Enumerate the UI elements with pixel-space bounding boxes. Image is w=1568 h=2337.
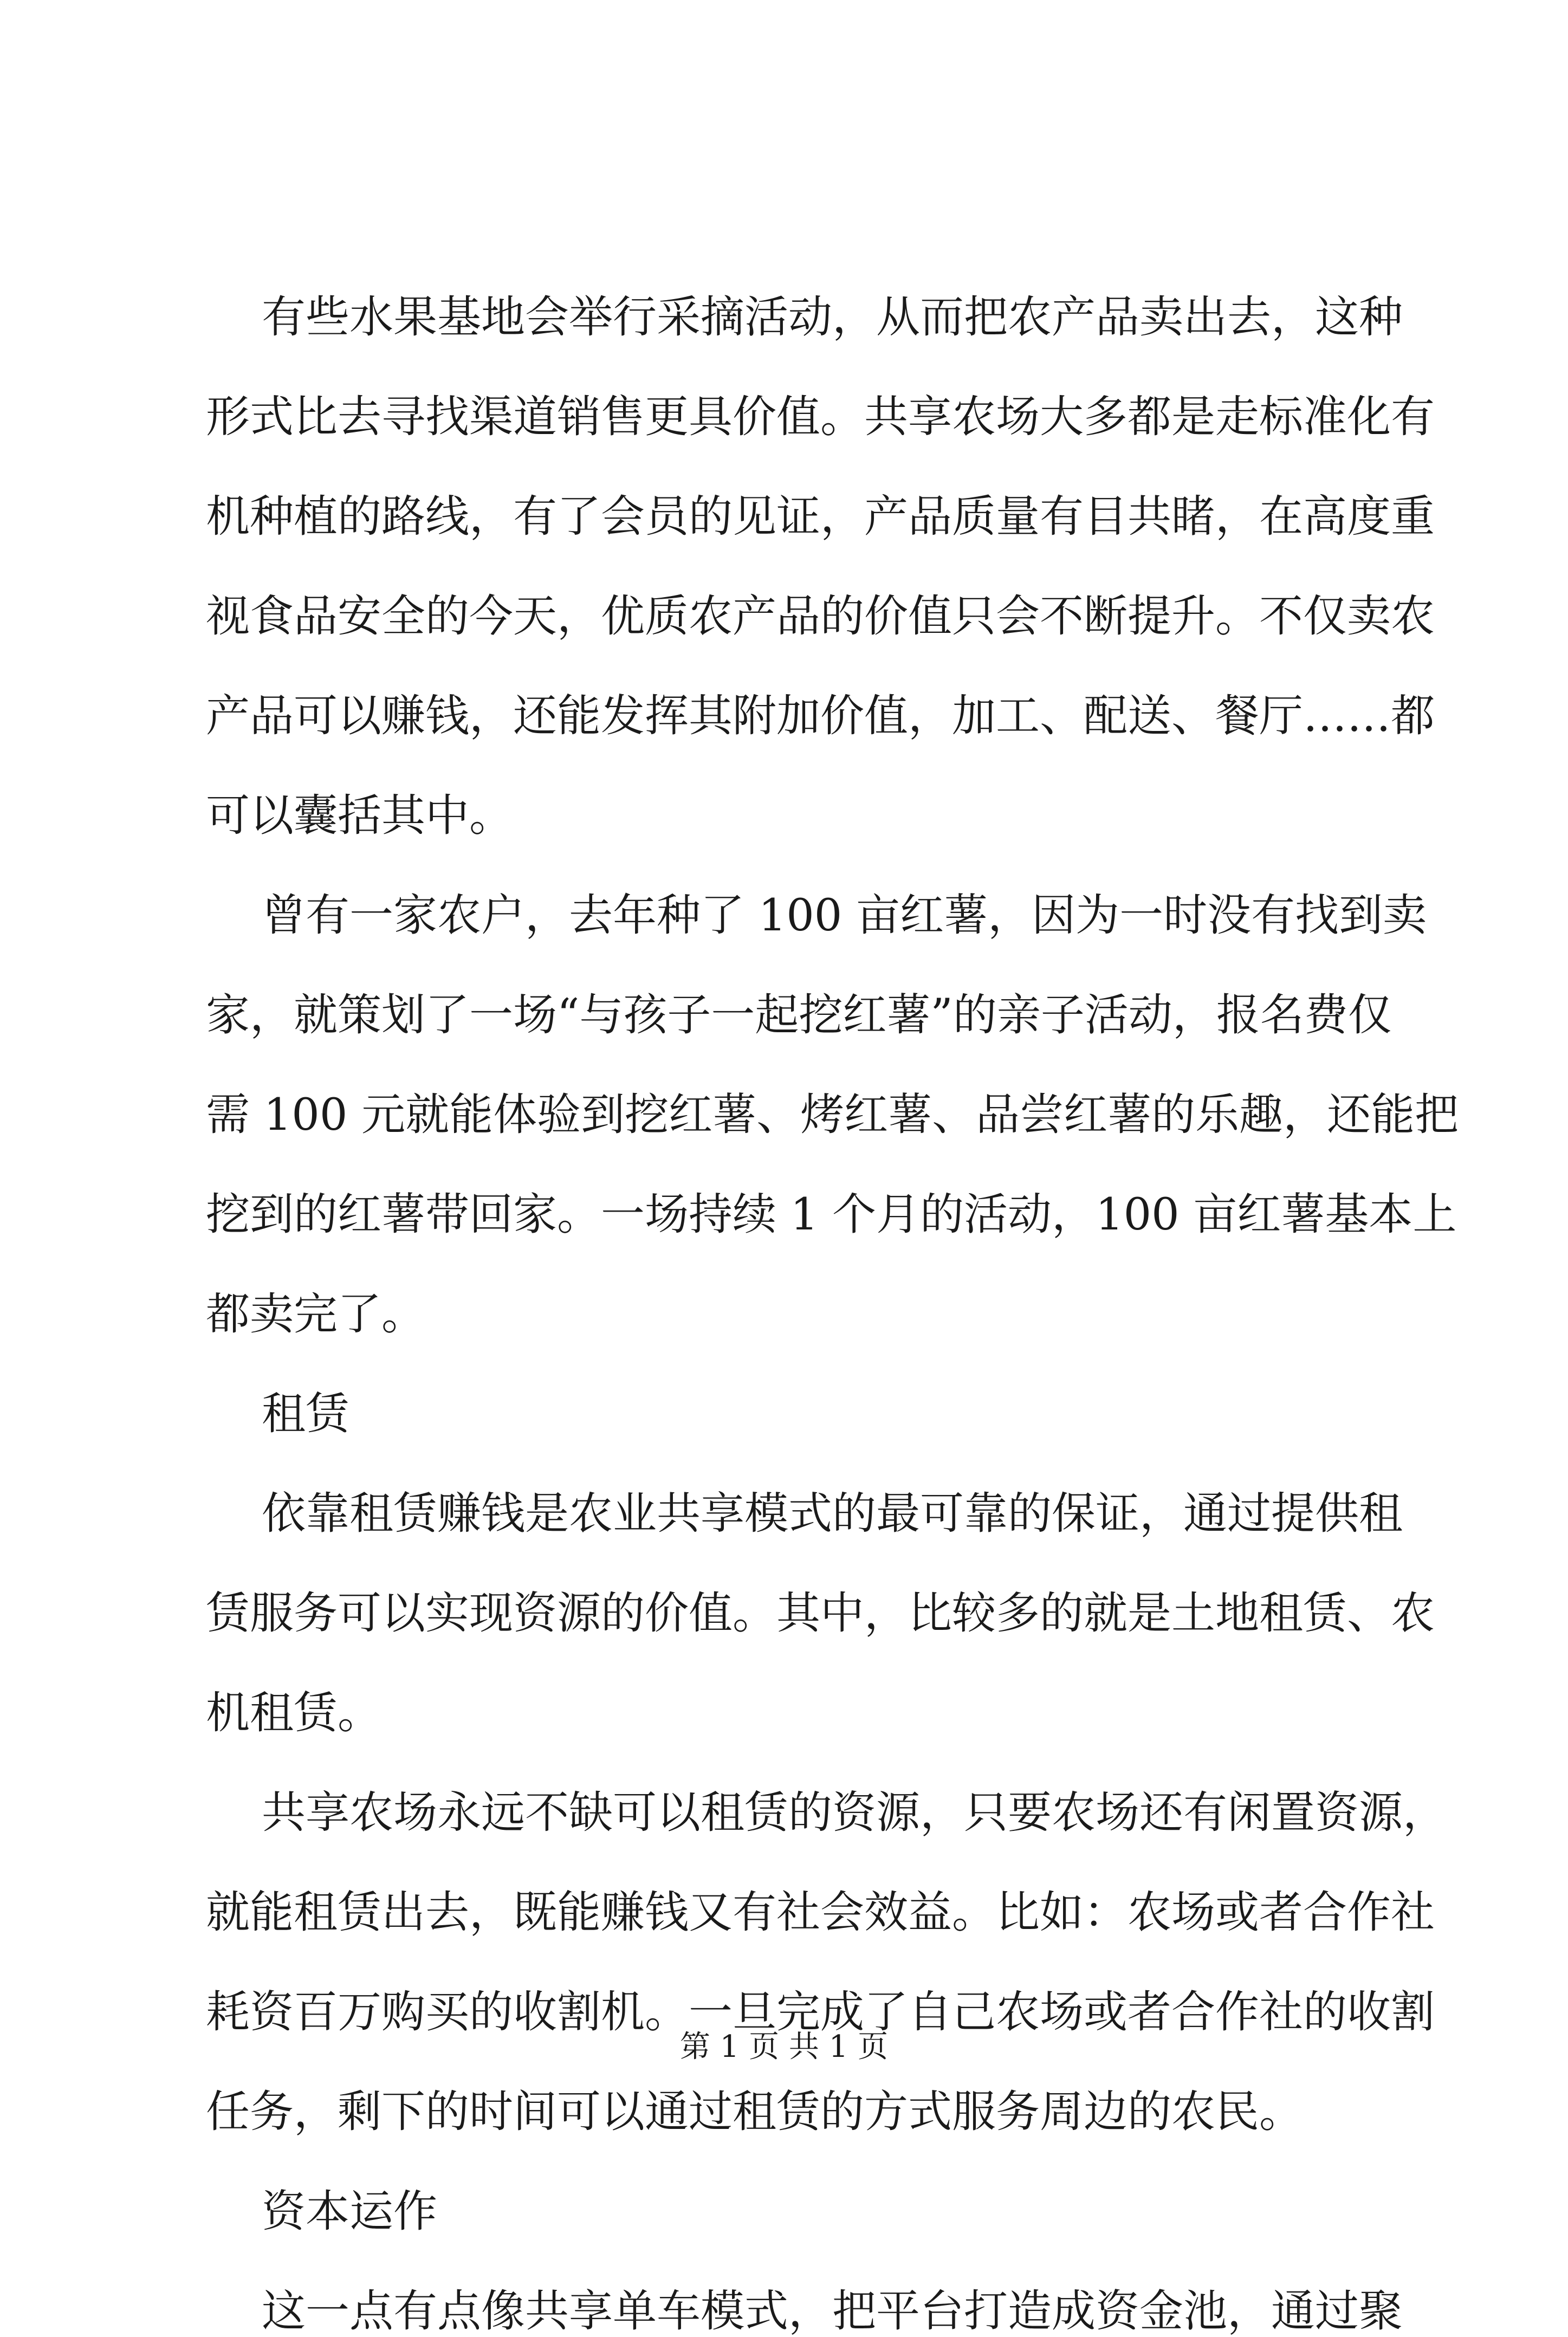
text-line: 可以囊括其中。 [206, 791, 514, 841]
text-line: 机种植的路线，有了会员的见证，产品质量有目共睹，在高度重 [206, 491, 1435, 542]
text-line: 这一点有点像共享单车模式，把平台打造成资金池，通过聚 [206, 2286, 1403, 2337]
text-line: 依靠租赁赚钱是农业共享模式的最可靠的保证，通过提供租 [206, 1488, 1403, 1539]
text-line: 曾有一家农户，去年种了 100 亩红薯，因为一时没有找到卖 [206, 890, 1427, 941]
text-line: 都卖完了。 [206, 1289, 426, 1340]
text-line: 机租赁。 [206, 1688, 382, 1739]
text-line: 有些水果基地会举行采摘活动，从而把农产品卖出去，这种 [206, 292, 1403, 343]
text-line: 任务，剩下的时间可以通过租赁的方式服务周边的农民。 [206, 2087, 1304, 2138]
text-line: 共享农场永远不缺可以租赁的资源，只要农场还有闲置资源， [206, 1788, 1447, 1838]
text-line: 耗资百万购买的收割机。一旦完成了自己农场或者合作社的收割 [206, 1987, 1435, 2038]
text-line: 形式比去寻找渠道销售更具价值。共享农场大多都是走标准化有 [206, 392, 1435, 443]
text-line: 家，就策划了一场“与孩子一起挖红薯”的亲子活动，报名费仅 [206, 990, 1392, 1041]
text-line: 就能租赁出去，既能赚钱又有社会效益。比如：农场或者合作社 [206, 1887, 1435, 1938]
text-line: 视食品安全的今天，优质农产品的价值只会不断提升。不仅卖农 [206, 591, 1435, 642]
section-heading: 资本运作 [206, 2186, 437, 2237]
text-line: 挖到的红薯带回家。一场持续 1 个月的活动，100 亩红薯基本上 [206, 1189, 1457, 1240]
section-heading: 租赁 [206, 1389, 349, 1440]
text-line: 需 100 元就能体验到挖红薯、烤红薯、品尝红薯的乐趣，还能把 [206, 1090, 1459, 1141]
text-line: 赁服务可以实现资源的价值。其中，比较多的就是土地租赁、农 [206, 1588, 1435, 1639]
text-line: 产品可以赚钱，还能发挥其附加价值，加工、配送、餐厅……都 [206, 691, 1435, 742]
page-footer: 第 1 页 共 1 页 [679, 2029, 889, 2064]
